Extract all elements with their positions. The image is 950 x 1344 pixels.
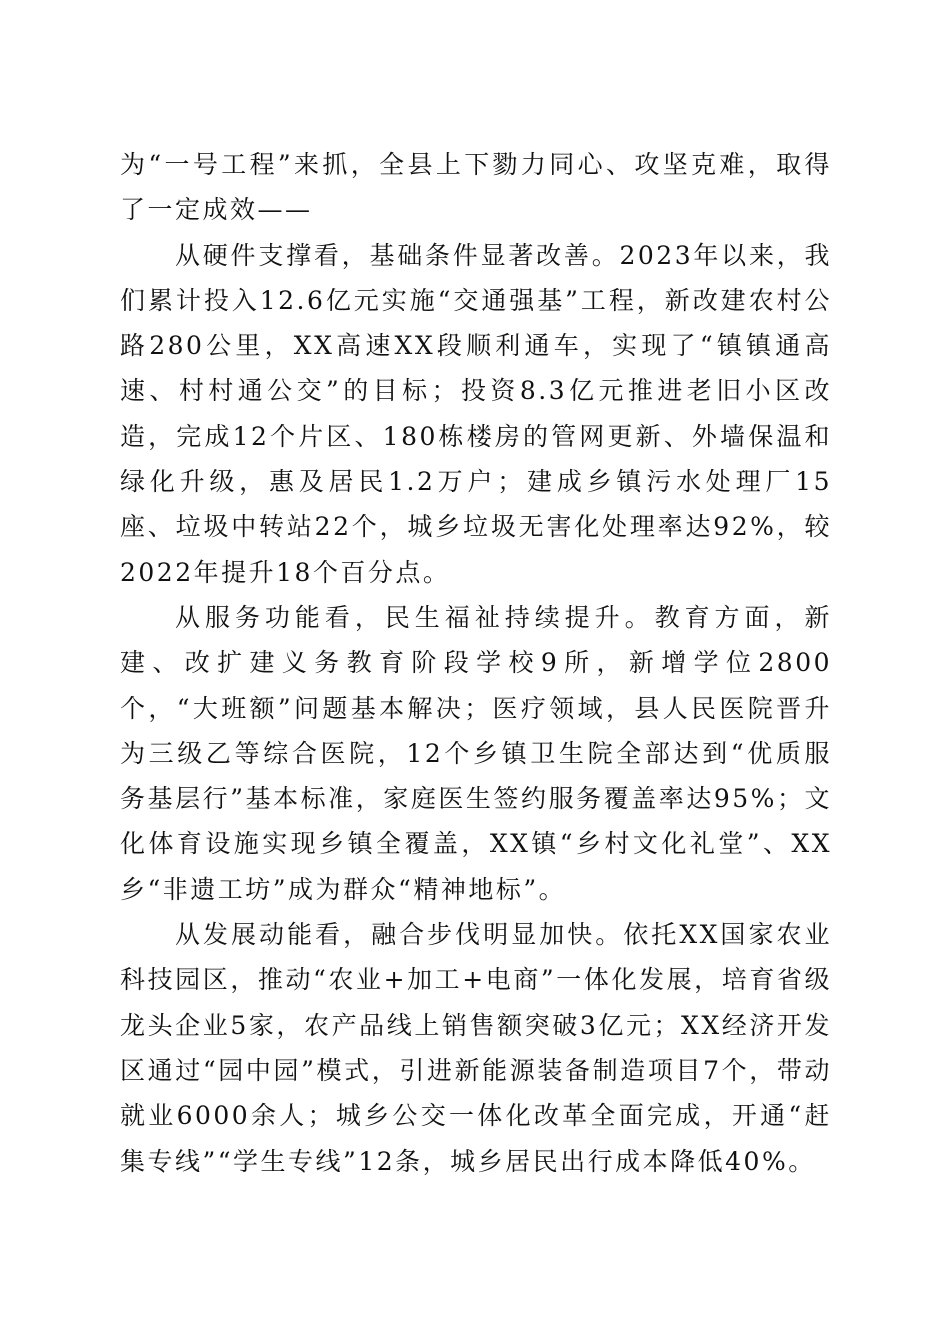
paragraph-hardware-support: 从硬件支撑看，基础条件显著改善。2023年以来，我们累计投入12.6亿元实施“交通强基”工程，新改建农村公路280公里，XX高速XX段顺利通车，实现了“镇镇通高速、村村通公交”的目标；投资8.3亿元推进老旧小区改造，完成12个片区、180栋楼房的管网更新、外墙保温和绿化升级，惠及居民1.2万户；建成乡镇污水处理厂15座、垃圾中转站22个，城乡垃圾无害化处理率达92%，较2022年提升18个百分点。 [120,240,832,587]
paragraph-development-momentum: 从发展动能看，融合步伐明显加快。依托XX国家农业科技园区，推动“农业+加工+电商”一体化发展，培育省级龙头企业5家，农产品线上销售额突破3亿元；XX经济开发区通过“园中园”模式，引进新能源装备制造项目7个，带动就业6000余人；城乡公交一体化改革全面完成，开通“赶集专线”“学生专线”12条，城乡居民出行成本降低40%。 [120,920,832,1176]
body-text [120,142,832,1184]
paragraph-continuation: 为“一号工程”来抓，全县上下勠力同心、攻坚克难，取得了一定成效—— [120,150,832,225]
paragraph-service-function: 从服务功能看，民生福祉持续提升。教育方面，新建、改扩建义务教育阶段学校9所，新增学位2800个，“大班额”问题基本解决；医疗领域，县人民医院晋升为三级乙等综合医院，12个乡镇卫生院全部达到“优质服务基层行”基本标准，家庭医生签约服务覆盖率达95%；文化体育设施实现乡镇全覆盖，XX镇“乡村文化礼堂”、XX乡“非遗工坊”成为群众“精神地标”。 [120,602,832,904]
